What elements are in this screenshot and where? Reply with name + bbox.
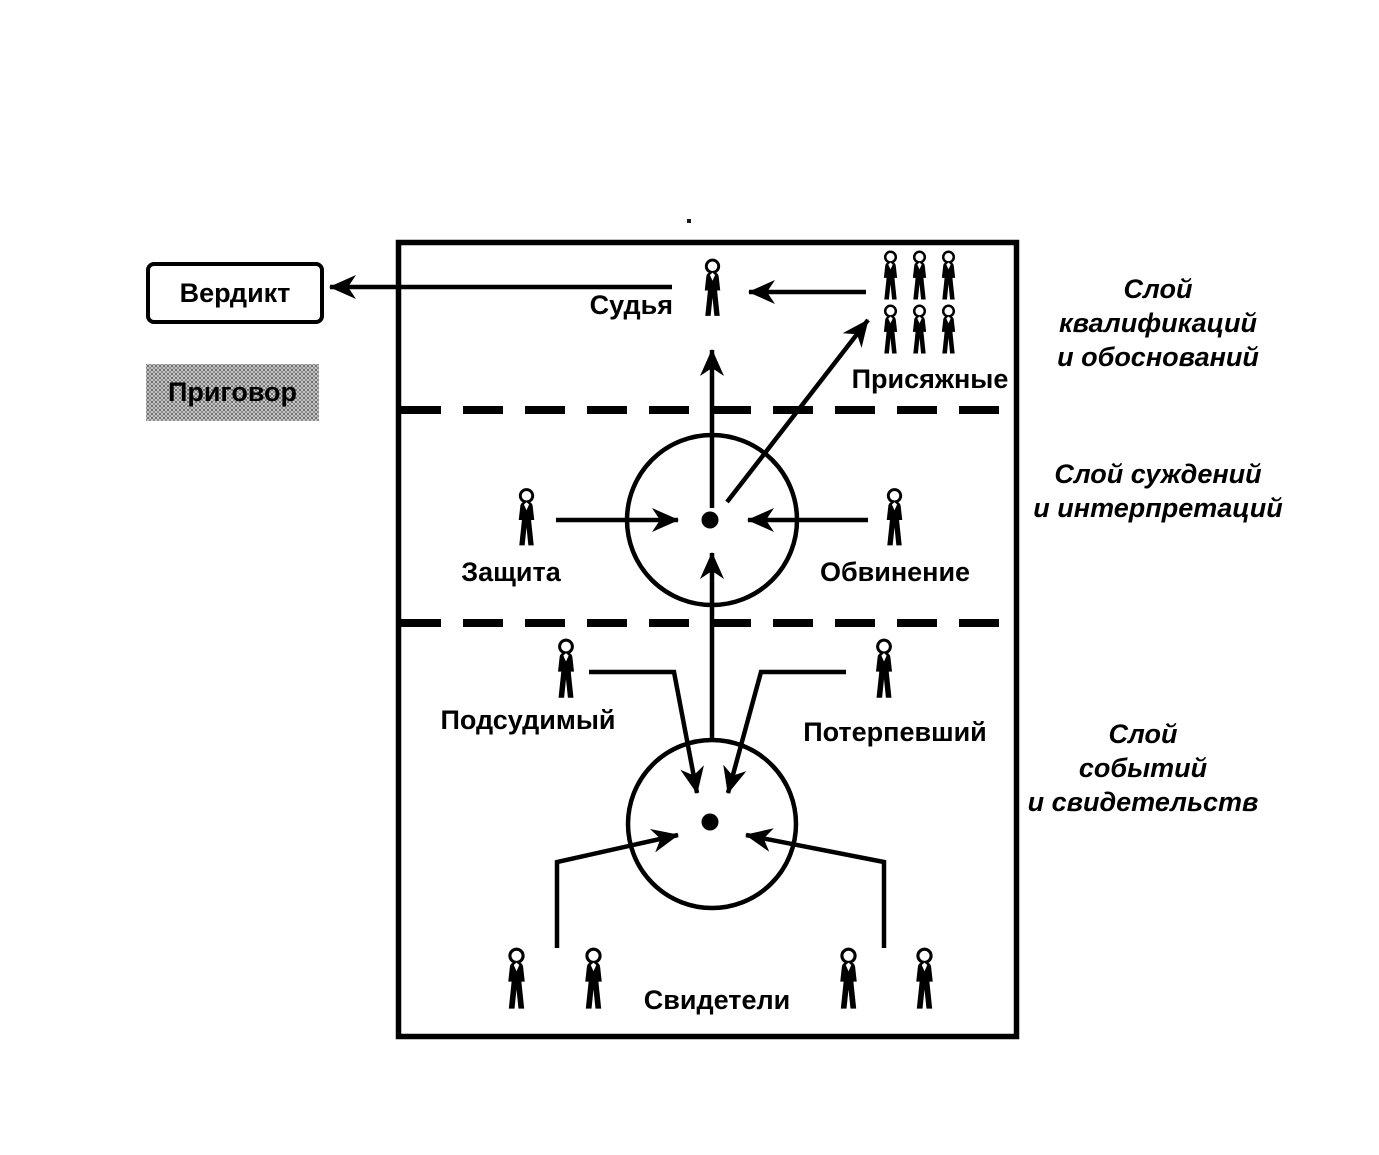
layer-label-events [1018,717,1268,819]
layer-label-line: и интерпретаций [1033,493,1283,523]
sentence-box [146,364,319,421]
jury-person-icon [913,252,926,300]
defendant-person-icon [558,640,574,698]
layer-label-qualifications [1033,272,1283,374]
witness-person-icon [840,949,857,1008]
jury-person-icon [942,306,955,354]
prosecution-person-icon [887,490,903,546]
jury-icons [884,252,955,354]
arrow-witnesses-right-to-events [746,835,884,948]
defense-person-icon [519,490,535,546]
judge-person-icon [705,260,721,316]
victim-person-icon [876,640,892,698]
verdict-box-label: Вердикт [179,277,291,308]
judge-label: Судья [589,290,673,320]
jury-label: Присяжные [851,364,1009,394]
events-circle-dot [702,814,719,831]
prosecution-label: Обвинение [819,557,971,587]
witness-person-icon [508,949,525,1008]
layer-label-line: и обоснований [1057,342,1259,372]
victim-label: Потерпевший [803,717,987,747]
verdict-box [146,262,324,324]
layer-label-line: и свидетельств [1027,787,1259,817]
witnesses-label: Свидетели [643,985,791,1015]
layer-label-line: Слой [1123,274,1193,304]
defendant-label: Подсудимый [440,705,616,735]
jury-person-icon [942,252,955,300]
witness-person-icon [585,949,602,1008]
layer-label-judgments [1033,457,1283,525]
scan-speck [687,219,691,223]
sentence-box-label: Приговор [167,377,298,407]
jury-person-icon [913,306,926,354]
jury-person-icon [884,252,897,300]
layer-label-line: квалификаций [1058,308,1258,338]
main-frame [399,243,1017,1037]
judgments-circle-dot [702,512,719,529]
jury-person-icon [884,306,897,354]
defense-label: Защита [461,557,561,587]
layer-label-line: Слой суждений [1054,459,1262,489]
layer-label-line: Слой [1108,719,1178,749]
witness-person-icon [916,949,933,1008]
layer-label-line: событий [1078,753,1208,783]
